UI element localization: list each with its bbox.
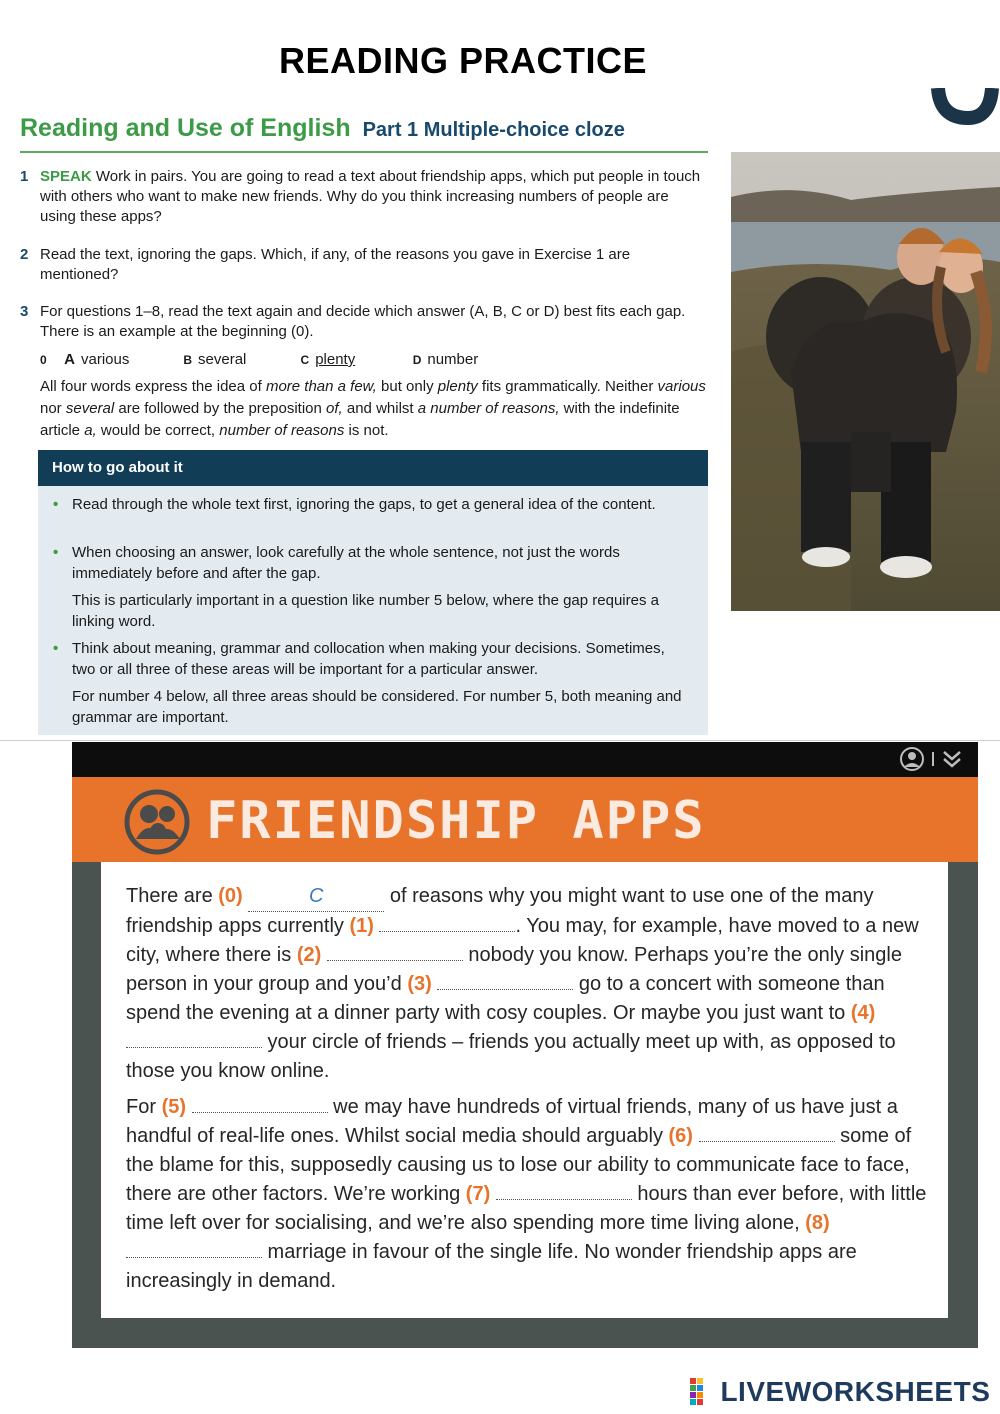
option-word: various — [81, 351, 130, 368]
gap-number: (4) — [850, 1002, 876, 1024]
divider — [0, 740, 1000, 741]
bullet-icon: • — [53, 544, 59, 561]
gap-number: (1) — [349, 915, 374, 937]
liveworksheets-logo[interactable] — [690, 1376, 990, 1408]
explanation-italic: of, — [326, 400, 343, 417]
gap-number: (6) — [668, 1125, 693, 1147]
task-number: 3 — [20, 303, 29, 320]
friends-photo — [731, 152, 1000, 611]
task-number: 2 — [20, 246, 29, 263]
decorative-number-fragment — [930, 88, 1000, 128]
task-text: Work in pairs. You are going to read a text about friendship apps, which put people in touch with others who want to make new friends. Why do you think increasing numbers of people are using these apps? — [40, 168, 701, 225]
explanation-text: but only — [376, 378, 438, 395]
paragraph-2 — [126, 1093, 932, 1296]
task-3 — [20, 302, 708, 342]
tip-text: Read through the whole text first, ignoring the gaps, to get a general idea of the content. — [72, 496, 656, 513]
article-card — [101, 862, 948, 1318]
section-heading — [20, 114, 625, 143]
task-2 — [20, 245, 708, 285]
section-title: Reading and Use of English — [20, 114, 351, 142]
article-text-run: For — [126, 1096, 162, 1118]
tip-item — [53, 638, 692, 680]
page-title: READING PRACTICE — [278, 40, 648, 81]
tip-item — [53, 542, 692, 584]
title-band — [72, 777, 978, 862]
task-1 — [20, 167, 708, 227]
separator — [932, 752, 934, 766]
explanation-italic: number of reasons — [219, 422, 345, 439]
explanation-italic: plenty — [437, 378, 478, 395]
gap-number: (2) — [296, 944, 322, 966]
gap-8-input[interactable] — [126, 1239, 262, 1258]
gap-4-input[interactable] — [126, 1029, 262, 1048]
heading-divider — [20, 151, 708, 153]
option-word: several — [198, 351, 247, 368]
article-text-run: marriage in favour of the single life. No wonder friendship apps are increasingly in demand. — [126, 1241, 857, 1292]
bullet-icon: • — [53, 496, 59, 513]
explanation-italic: a, — [84, 422, 97, 439]
friendship-apps-panel — [72, 742, 978, 1348]
explanation-text: with the indefinite article — [40, 400, 680, 439]
section-subtitle: Part 1 Multiple-choice cloze — [362, 119, 625, 141]
task-text: Read the text, ignoring the gaps. Which, if any, of the reasons you gave in Exercise 1 are mentioned? — [40, 246, 631, 283]
explanation-italic: a number of reasons, — [417, 400, 560, 417]
article-text-run: we may have hundreds of virtual friends, many of us have just a handful of real-life ones. Whilst social media should arguably — [126, 1096, 898, 1147]
bullet-icon: • — [53, 640, 59, 657]
option-letter: C — [300, 353, 310, 367]
option-word-correct: plenty — [315, 351, 356, 368]
paragraph-1 — [126, 882, 932, 1086]
example-options — [40, 351, 478, 368]
gap-number: (0) — [218, 885, 243, 907]
gap-number: (5) — [161, 1096, 187, 1118]
tip-text: When choosing an answer, look carefully at the whole sentence, not just the words immediately before and after the gap. — [72, 544, 620, 582]
option-letter: B — [183, 353, 193, 367]
article-text-run: go to a concert with someone than spend the evening at a dinner party with cosy couples. Or maybe you just want to — [126, 973, 885, 1024]
example-answer: C — [309, 885, 324, 907]
gap-number: (8) — [805, 1212, 830, 1234]
panel-top-bar — [72, 742, 978, 777]
article-text-run: . You may, for example, have moved to a new city, where there is — [126, 915, 919, 966]
gap-number: (3) — [407, 973, 432, 995]
gap-number: (7) — [465, 1183, 491, 1205]
explanation-text: are followed by the preposition — [114, 400, 327, 417]
how-to-header: How to go about it — [38, 450, 708, 486]
explanation-text: is not. — [344, 422, 389, 439]
option-word: number — [427, 351, 479, 368]
gap-3-input[interactable] — [437, 971, 573, 990]
gap-7-input[interactable] — [496, 1181, 632, 1200]
tip-text: Think about meaning, grammar and collocation when making your decisions. Sometimes, two or all three of these areas will be important for a particular answer. — [72, 640, 665, 678]
option-letter: A — [64, 351, 76, 368]
speak-label: SPEAK — [40, 168, 92, 185]
explanation-text: would be correct, — [96, 422, 220, 439]
logo-icon — [690, 1378, 716, 1406]
article-text-run: some of the blame for this, supposedly causing us to lose our ability to communicate face to face, there are other factors. We’re working — [126, 1125, 912, 1205]
gap-0-answer — [248, 885, 384, 912]
explanation-text: nor — [40, 400, 66, 417]
explanation-italic: more than a few, — [265, 378, 377, 395]
tip-note: For number 4 below, all three areas should be considered. For number 5, both meaning and grammar are important. — [72, 688, 682, 726]
article-text-run: There are — [126, 885, 219, 907]
gap-2-input[interactable] — [327, 942, 463, 961]
user-icon[interactable] — [901, 748, 923, 770]
group-icon — [122, 787, 192, 857]
explanation-text: fits grammatically. Neither — [477, 378, 658, 395]
article-text — [126, 882, 932, 1296]
explanation-text: and whilst — [342, 400, 418, 417]
example-number: 0 — [40, 353, 47, 367]
article-text-run: hours than ever before, with little time left over for socialising, and we’re also spending more time living alone, — [126, 1183, 927, 1234]
app-title: FRIENDSHIP APPS — [206, 791, 706, 851]
article-text-run: of reasons why you might want to use one of the many friendship apps currently — [126, 885, 874, 937]
explanation-italic: various — [657, 378, 706, 395]
article-text-run: nobody you know. Perhaps you’re the only single person in your group and you’d — [126, 944, 902, 995]
gap-6-input[interactable] — [699, 1123, 835, 1142]
task-number: 1 — [20, 168, 29, 185]
how-to-box — [38, 450, 708, 735]
example-explanation — [40, 376, 708, 442]
article-text-run: your circle of friends – friends you actually meet up with, as opposed to those you know online. — [126, 1031, 896, 1082]
tip-item — [53, 494, 692, 515]
logo-text: LIVEWORKSHEETS — [720, 1376, 991, 1407]
explanation-text: All four words express the idea of — [40, 378, 266, 395]
explanation-italic: several — [65, 400, 115, 417]
option-letter: D — [412, 353, 422, 367]
task-text: For questions 1–8, read the text again and decide which answer (A, B, C or D) best fits each gap. There is an example at the beginning (0). — [40, 303, 686, 340]
gap-5-input[interactable] — [192, 1094, 328, 1113]
gap-1-input[interactable] — [379, 913, 515, 932]
chevron-down-icon[interactable] — [944, 752, 960, 766]
tip-note: This is particularly important in a question like number 5 below, where the gap requires a linking word. — [72, 592, 659, 630]
